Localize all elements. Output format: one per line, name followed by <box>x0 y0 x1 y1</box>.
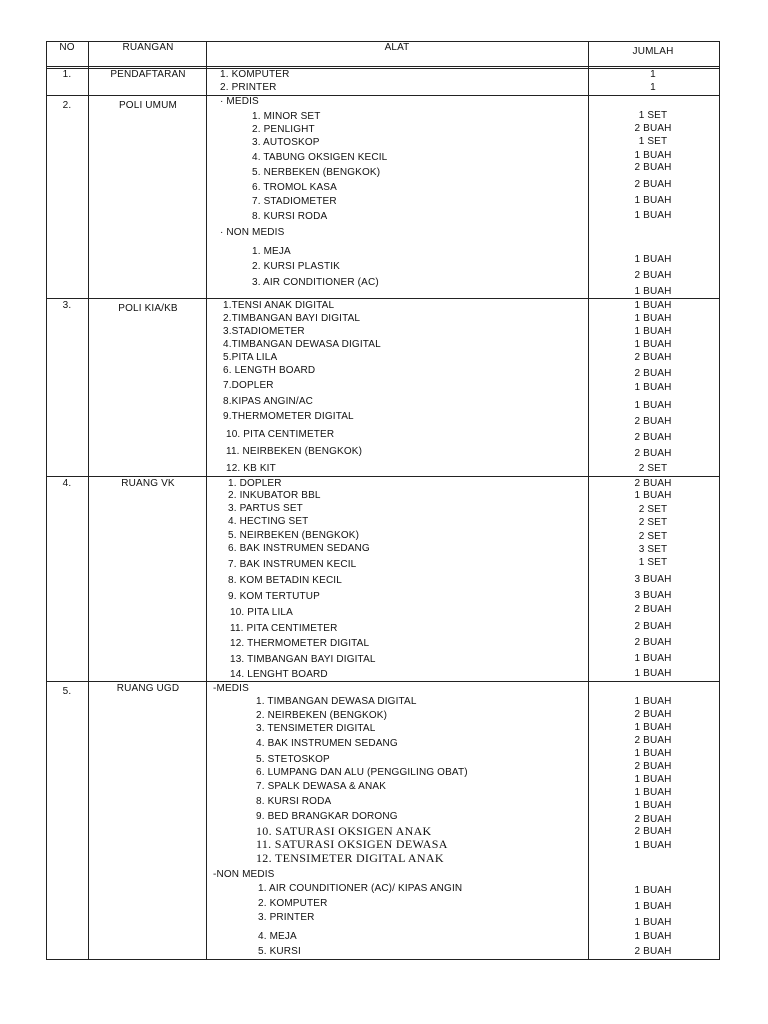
row-number: 2. <box>62 100 72 111</box>
quantity: 2 BUAH <box>634 352 672 363</box>
equipment-item: 12. THERMOMETER DIGITAL <box>230 638 370 649</box>
equipment-item: 7. SPALK DEWASA & ANAK <box>256 781 387 792</box>
quantity: 1 BUAH <box>634 653 672 664</box>
quantity: 1 BUAH <box>634 917 672 928</box>
quantity: 1 BUAH <box>634 748 672 759</box>
equipment-item: 12. KB KIT <box>226 463 276 474</box>
equipment-item: 3. TENSIMETER DIGITAL <box>256 723 376 734</box>
quantity: 2 SET <box>638 517 668 528</box>
quantity: 1 BUAH <box>634 931 672 942</box>
equipment-item: 2. KOMPUTER <box>258 898 328 909</box>
column-divider <box>588 41 589 960</box>
row-divider <box>46 476 720 477</box>
header-jumlah: JUMLAH <box>632 46 674 57</box>
equipment-item: 2. INKUBATOR BBL <box>228 490 321 501</box>
equipment-item: 8. KURSI RODA <box>256 796 332 807</box>
quantity: 2 BUAH <box>634 709 672 720</box>
quantity: 1 BUAH <box>634 210 672 221</box>
equipment-item: 10. SATURASI OKSIGEN ANAK <box>256 824 432 838</box>
equipment-item: 5. NERBEKEN (BENGKOK) <box>252 167 381 178</box>
header-ruangan: RUANGAN <box>122 42 174 53</box>
room-name: PENDAFTARAN <box>110 69 186 80</box>
quantity: 2 BUAH <box>634 735 672 746</box>
equipment-item: 11. PITA CENTIMETER <box>230 623 338 634</box>
equipment-item: 10. PITA CENTIMETER <box>226 429 335 440</box>
quantity: 2 BUAH <box>634 416 672 427</box>
equipment-item: 8.KIPAS ANGIN/AC <box>223 396 314 407</box>
quantity: 2 BUAH <box>634 270 672 281</box>
quantity: 1 BUAH <box>634 885 672 896</box>
column-divider <box>206 41 207 960</box>
equipment-item: 9. BED BRANGKAR DORONG <box>256 811 398 822</box>
row-number: 3. <box>62 300 72 311</box>
quantity: 2 BUAH <box>634 368 672 379</box>
equipment-item: 5. NEIRBEKEN (BENGKOK) <box>228 530 360 541</box>
column-divider <box>88 41 89 960</box>
quantity: 1 BUAH <box>634 668 672 679</box>
equipment-item: 6. LENGTH BOARD <box>223 365 316 376</box>
equipment-item: 3.STADIOMETER <box>223 326 305 337</box>
quantity: 2 BUAH <box>634 432 672 443</box>
equipment-item: 7. STADIOMETER <box>252 196 337 207</box>
quantity: 1 <box>650 69 656 80</box>
equipment-item: 11. SATURASI OKSIGEN DEWASA <box>256 837 448 851</box>
quantity: 2 BUAH <box>634 814 672 825</box>
equipment-item: 1. TIMBANGAN DEWASA DIGITAL <box>256 696 417 707</box>
equipment-item: 14. LENGHT BOARD <box>230 669 328 680</box>
quantity: 1 BUAH <box>634 840 672 851</box>
quantity: 1 BUAH <box>634 382 672 393</box>
room-name: RUANG VK <box>121 478 175 489</box>
equipment-item: 3. AUTOSKOP <box>252 137 320 148</box>
quantity: 1 BUAH <box>634 400 672 411</box>
quantity: 1 SET <box>638 110 668 121</box>
equipment-item: 13. TIMBANGAN BAYI DIGITAL <box>230 654 376 665</box>
room-name: POLI UMUM <box>118 100 178 111</box>
equipment-item: 3. AIR CONDITIONER (AC) <box>252 277 379 288</box>
quantity: 2 BUAH <box>634 123 672 134</box>
equipment-item: 4.TIMBANGAN DEWASA DIGITAL <box>223 339 381 350</box>
equipment-item: 1. KOMPUTER <box>220 69 290 80</box>
equipment-item: 4. MEJA <box>258 931 297 942</box>
equipment-item: 2. NEIRBEKEN (BENGKOK) <box>256 710 388 721</box>
equipment-item: 5.PITA LILA <box>223 352 278 363</box>
equipment-item: 9.THERMOMETER DIGITAL <box>223 411 354 422</box>
quantity: 2 BUAH <box>634 604 672 615</box>
quantity: 2 BUAH <box>634 162 672 173</box>
quantity: 1 BUAH <box>634 696 672 707</box>
quantity: 1 BUAH <box>634 150 672 161</box>
quantity: 1 BUAH <box>634 254 672 265</box>
table-border-bottom <box>46 959 720 960</box>
quantity: 1 BUAH <box>634 313 672 324</box>
equipment-item: 4. BAK INSTRUMEN SEDANG <box>256 738 398 749</box>
equipment-item: 4. TABUNG OKSIGEN KECIL <box>252 152 388 163</box>
equipment-item: 9. KOM TERTUTUP <box>228 591 320 602</box>
row-divider <box>46 681 720 682</box>
quantity: 2 SET <box>638 463 668 474</box>
room-name: POLI KIA/KB <box>118 303 178 314</box>
quantity: 2 BUAH <box>634 448 672 459</box>
equipment-item: 1. MEJA <box>252 246 291 257</box>
quantity: 1 BUAH <box>634 326 672 337</box>
quantity: 1 BUAH <box>634 787 672 798</box>
quantity: 1 SET <box>638 136 668 147</box>
quantity: 1 BUAH <box>634 300 672 311</box>
equipment-item: 6. LUMPANG DAN ALU (PENGGILING OBAT) <box>256 767 468 778</box>
row-divider <box>46 95 720 96</box>
equipment-item: 3. PRINTER <box>258 912 315 923</box>
quantity: 1 BUAH <box>634 722 672 733</box>
quantity: 3 SET <box>638 544 668 555</box>
quantity: 2 BUAH <box>634 761 672 772</box>
quantity: 2 BUAH <box>634 179 672 190</box>
equipment-item: 11. NEIRBEKEN (BENGKOK) <box>226 446 363 457</box>
room-name: RUANG UGD <box>116 683 180 694</box>
row-number: 4. <box>62 478 72 489</box>
quantity: 1 BUAH <box>634 901 672 912</box>
quantity: 3 BUAH <box>634 590 672 601</box>
equipment-item: 6. TROMOL KASA <box>252 182 337 193</box>
row-divider <box>46 66 720 67</box>
equipment-item: 2. PENLIGHT <box>252 124 315 135</box>
equipment-item: 2. PRINTER <box>220 82 277 93</box>
equipment-item: 6. BAK INSTRUMEN SEDANG <box>228 543 370 554</box>
quantity: 2 BUAH <box>634 621 672 632</box>
equipment-item: 12. TENSIMETER DIGITAL ANAK <box>256 851 444 865</box>
quantity: 1 BUAH <box>634 339 672 350</box>
equipment-item: 8. KOM BETADIN KECIL <box>228 575 342 586</box>
quantity: 3 BUAH <box>634 574 672 585</box>
quantity: 1 BUAH <box>634 800 672 811</box>
equipment-item: 7. BAK INSTRUMEN KECIL <box>228 559 357 570</box>
equipment-group-label: -NON MEDIS <box>213 869 275 880</box>
equipment-item: 5. KURSI <box>258 946 301 957</box>
quantity: 2 SET <box>638 531 668 542</box>
equipment-item: 7.DOPLER <box>223 380 274 391</box>
equipment-group-label: · NON MEDIS <box>220 227 285 238</box>
table-border-right <box>719 41 720 960</box>
row-number: 1. <box>62 69 72 80</box>
equipment-item: 2. KURSI PLASTIK <box>252 261 340 272</box>
equipment-item: 8. KURSI RODA <box>252 211 328 222</box>
equipment-item: 5. STETOSKOP <box>256 754 330 765</box>
quantity: 2 BUAH <box>634 826 672 837</box>
equipment-item: 2.TIMBANGAN BAYI DIGITAL <box>223 313 361 324</box>
row-number: 5. <box>62 686 72 697</box>
quantity: 1 BUAH <box>634 286 672 297</box>
equipment-group-label: -MEDIS <box>213 683 249 694</box>
quantity: 2 SET <box>638 504 668 515</box>
equipment-item: 10. PITA LILA <box>230 607 293 618</box>
quantity: 1 BUAH <box>634 195 672 206</box>
quantity: 2 BUAH <box>634 946 672 957</box>
equipment-item: 1. MINOR SET <box>252 111 321 122</box>
equipment-item: 1. DOPLER <box>228 478 282 489</box>
quantity: 2 BUAH <box>634 637 672 648</box>
equipment-item: 1. AIR COUNDITIONER (AC)/ KIPAS ANGIN <box>258 883 463 894</box>
quantity: 1 SET <box>638 557 668 568</box>
equipment-group-label: · MEDIS <box>220 96 259 107</box>
quantity: 1 <box>650 82 656 93</box>
header-alat: ALAT <box>384 42 410 53</box>
equipment-item: 1.TENSI ANAK DIGITAL <box>223 300 335 311</box>
quantity: 1 BUAH <box>634 490 672 501</box>
equipment-item: 3. PARTUS SET <box>228 503 303 514</box>
quantity: 2 BUAH <box>634 478 672 489</box>
header-no: NO <box>59 42 75 53</box>
quantity: 1 BUAH <box>634 774 672 785</box>
table-border-left <box>46 41 47 960</box>
row-divider <box>46 298 720 299</box>
equipment-item: 4. HECTING SET <box>228 516 309 527</box>
